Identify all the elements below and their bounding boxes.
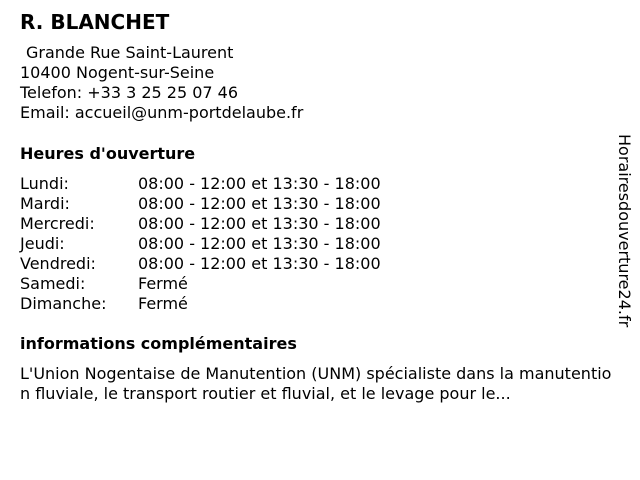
opening-hours-table — [20, 174, 381, 314]
street-address: Grande Rue Saint-Laurent — [26, 43, 234, 62]
hours-time: 08:00 - 12:00 et 13:30 - 18:00 — [138, 174, 381, 193]
business-name: R. BLANCHET — [20, 10, 170, 34]
address-block — [20, 43, 303, 123]
hours-time: Fermé — [138, 274, 188, 293]
hours-row — [20, 274, 381, 294]
hours-day: Jeudi: — [20, 234, 65, 253]
hours-day: Samedi: — [20, 274, 86, 293]
hours-time: Fermé — [138, 294, 188, 313]
hours-row — [20, 234, 381, 254]
city-line: 10400 Nogent-sur-Seine — [20, 63, 215, 82]
hours-row — [20, 254, 381, 274]
additional-info-text: L'Union Nogentaise de Manutention (UNM) spécialiste dans la manutention fluviale, le transport routier et fluvial, et le levage pour le... — [20, 364, 612, 403]
hours-day: Mercredi: — [20, 214, 95, 233]
email-line[interactable]: Email: accueil@unm-portdelaube.fr — [20, 103, 304, 122]
hours-time: 08:00 - 12:00 et 13:30 - 18:00 — [138, 194, 381, 213]
hours-day: Dimanche: — [20, 294, 107, 313]
hours-time: 08:00 - 12:00 et 13:30 - 18:00 — [138, 214, 381, 233]
hours-row — [20, 214, 381, 234]
hours-day: Lundi: — [20, 174, 69, 193]
hours-time: 08:00 - 12:00 et 13:30 - 18:00 — [138, 254, 381, 273]
hours-day: Vendredi: — [20, 254, 96, 273]
hours-time: 08:00 - 12:00 et 13:30 - 18:00 — [138, 234, 381, 253]
hours-row — [20, 194, 381, 214]
phone-line[interactable]: Telefon: +33 3 25 25 07 46 — [20, 83, 239, 102]
hours-day: Mardi: — [20, 194, 70, 213]
hours-row — [20, 294, 381, 314]
site-watermark: Horairesdouverture24.fr — [615, 134, 634, 328]
opening-hours-heading: Heures d'ouverture — [20, 144, 196, 163]
additional-info-heading: informations complémentaires — [20, 334, 297, 353]
hours-row — [20, 174, 381, 194]
